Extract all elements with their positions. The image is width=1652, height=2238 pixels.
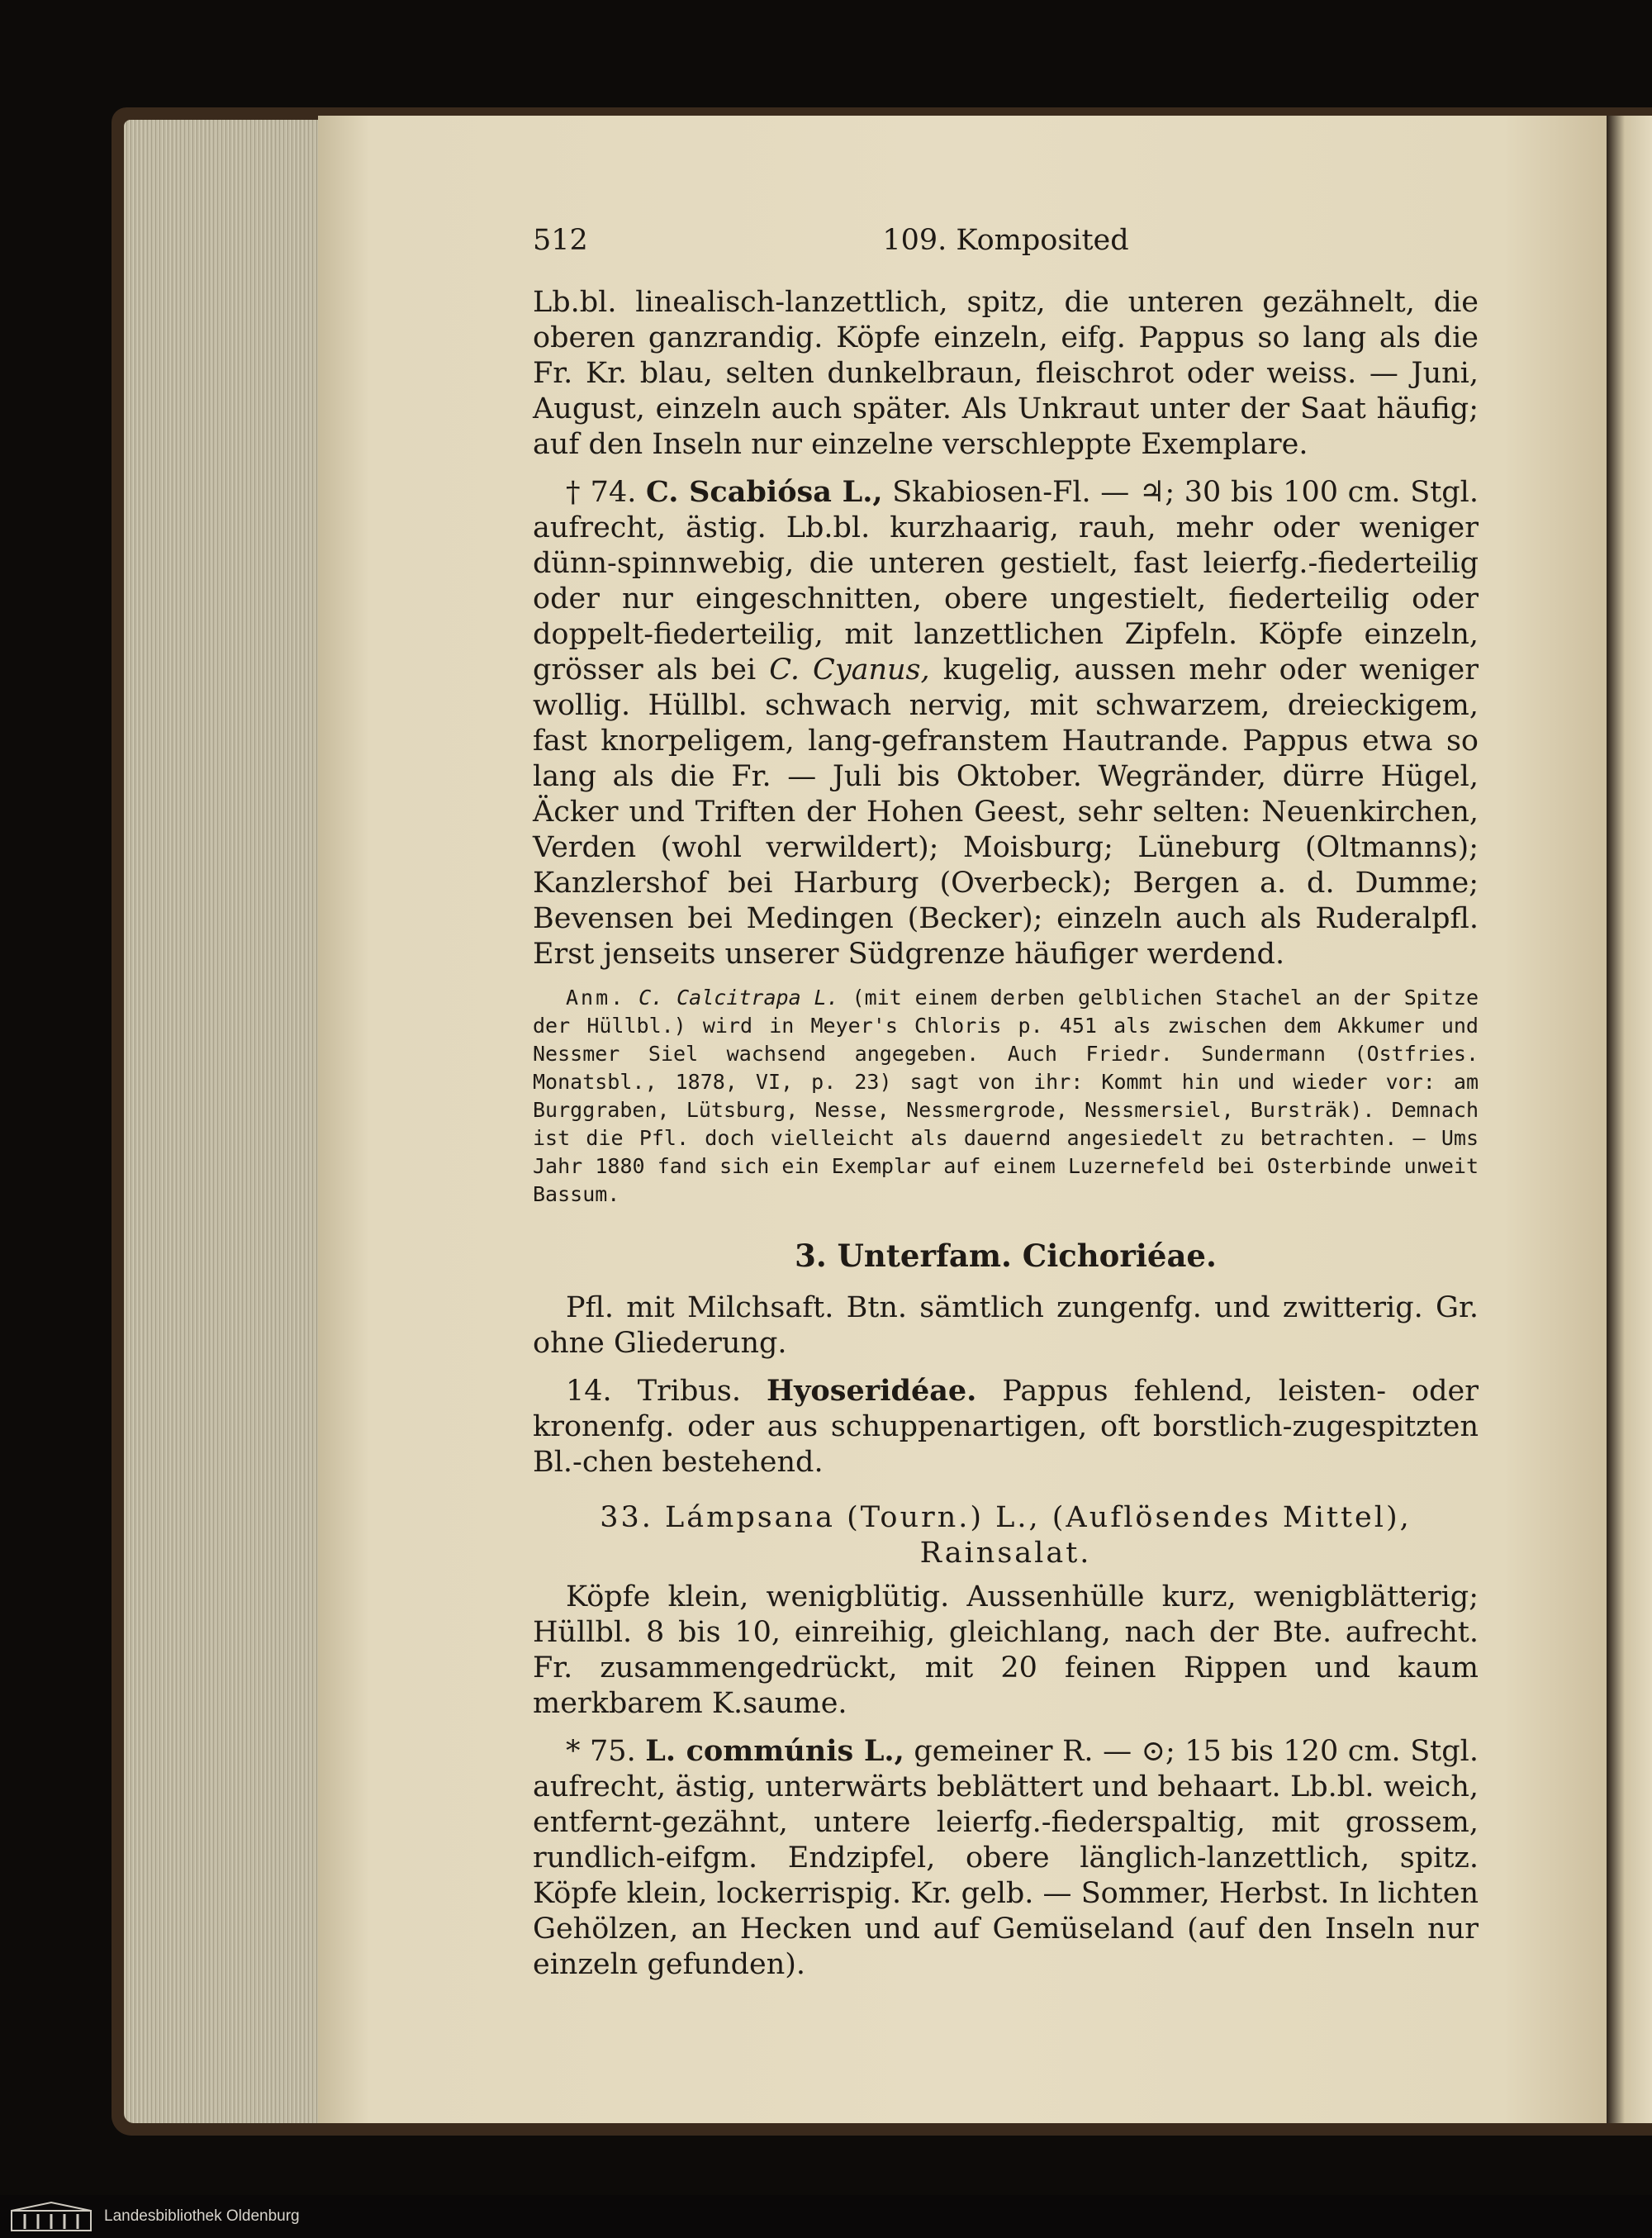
species-74-text-a: Skabiosen-Fl. — ♃; 30 bis 100 cm. Stgl. aufrecht, ästig. Lb.bl. kurzhaarig, rauh, mehr oder weniger dünn-spinnwebig, die unteren gestielt, fast leierfg.-fiederteilig oder nur eingeschnitten, obere ungestielt, fiederteilig oder doppelt-fiederteilig, mit lanzettlichen Zipfeln. Köpfe einzeln, grösser als bei bbox=[533, 476, 1479, 687]
annotation-note bbox=[533, 984, 1479, 1209]
subfamily-heading: 3. Unterfam. Cichoriéae. bbox=[795, 1238, 1217, 1274]
genus-line-2: Rainsalat. bbox=[919, 1537, 1092, 1570]
page-text bbox=[533, 223, 1479, 1983]
species-74-text-b: kugelig, aussen mehr oder weniger wollig. Hüllbl. schwach nervig, mit schwarzem, dreieckigem, fast knorpeligem, lang-gefranstem Hautrande. Pappus etwa so lang als die Fr. — Juli bis Oktober. Wegränder, dürre Hügel, Äcker und Triften der Hohen Geest, sehr selten: Neuenkirchen, Verden (wohl verwildert); Moisburg; Lüneburg (Oltmanns); Kanzlershof bei Harburg (Overbeck); Bergen a. d. Dumme; Bevensen bei Medingen (Becker); einzeln auch als Ruderalpfl. Erst jenseits unserer Südgrenze häufiger werdend. bbox=[533, 653, 1479, 971]
tribe-number: 14. Tribus. bbox=[566, 1375, 741, 1408]
note-species: C. Calcitrapa L. bbox=[638, 986, 839, 1010]
note-label: Anm. bbox=[566, 986, 626, 1010]
species-74-mark: † 74. bbox=[566, 476, 637, 509]
tribe-text: Pappus fehlend, leisten- oder kronenfg. oder aus schuppenartigen, oft borstlich-zugespitzten Bl.-chen bestehend. bbox=[533, 1375, 1479, 1479]
paragraph-3: Pfl. mit Milchsaft. Btn. sämtlich zungenfg. und zwitterig. Gr. ohne Gliederung. bbox=[533, 1291, 1479, 1360]
note-text: (mit einem derben gelblichen Stachel an der Spitze der Hüllbl.) wird in Meyer's Chloris p. 451 als zwischen dem Akkumer und Nessmer Siel wachsend angegeben. Auch Friedr. Sundermann (Ostfries. Monatsbl., 1878, VI, p. 23) sagt von ihr: Kommt hin und wieder vor: am Burggraben, Lütsburg, Nesse, Nessmergrode, Nessmersiel, Bursträk). Demnach ist die Pfl. doch vielleicht als dauernd angesiedelt zu betrachten. — Ums Jahr 1880 fand sich ein Exemplar auf einem Luzernefeld bei Osterbinde unweit Bassum. bbox=[533, 986, 1479, 1206]
page-header bbox=[533, 223, 1479, 259]
genus-description: Köpfe klein, wenigblütig. Aussenhülle kurz, wenigblätterig; Hüllbl. 8 bis 10, einreihig, gleichlang, nach der Bte. aufrecht. Fr. zusammengedrückt, mit 20 feinen Rippen und kaum merkbarem K.saume. bbox=[533, 1580, 1479, 1720]
species-74 bbox=[533, 474, 1479, 972]
genus-heading bbox=[533, 1500, 1479, 1571]
species-75-text: gemeiner R. — ⊙; 15 bis 120 cm. Stgl. aufrecht, ästig, unterwärts beblättert und behaart. Lb.bl. weich, entfernt-gezähnt, untere leierfg.-fiederspaltig, mit grossem, rundlich-eifgm. Endzipfel, obere länglich-lanzettlich, spitz. Köpfe klein, lockerrispig. Kr. gelb. — Sommer, Herbst. In lichten Gehölzen, an Hecken und auf Gemüseland (auf den Inseln nur einzeln gefunden). bbox=[533, 1735, 1479, 1981]
page-number: 512 bbox=[533, 224, 588, 257]
genus-line-1: 33. Lámpsana (Tourn.) L., (Auflösendes Mittel), bbox=[600, 1501, 1412, 1534]
species-74-italic: C. Cyanus, bbox=[769, 653, 930, 687]
species-75 bbox=[533, 1733, 1479, 1983]
footer-bar bbox=[0, 2195, 1652, 2238]
running-title: 109. Komposited bbox=[882, 224, 1129, 257]
facing-page-edge bbox=[1607, 116, 1652, 2123]
species-75-name: L. commúnis L., bbox=[645, 1734, 904, 1768]
library-building-icon bbox=[10, 2201, 93, 2232]
library-name: Landesbibliothek Oldenburg bbox=[104, 2207, 300, 2225]
tribe-name: Hyoseridéae. bbox=[767, 1374, 977, 1408]
species-75-mark: * 75. bbox=[566, 1735, 636, 1768]
tribe-paragraph bbox=[533, 1373, 1479, 1480]
paragraph-1: Lb.bl. linealisch-lanzettlich, spitz, die unteren gezähnelt, die oberen ganzrandig. Köpfe einzeln, eifg. Pappus so lang als die Fr. Kr. blau, selten dunkelbraun, fleischrot oder weiss. — Juni, August, einzeln auch später. Als Unkraut unter der Saat häufig; auf den Inseln nur einzelne verschleppte Exemplare. bbox=[533, 286, 1479, 461]
page-block-edge bbox=[124, 120, 318, 2123]
species-74-name: C. Scabiósa L., bbox=[646, 475, 883, 509]
